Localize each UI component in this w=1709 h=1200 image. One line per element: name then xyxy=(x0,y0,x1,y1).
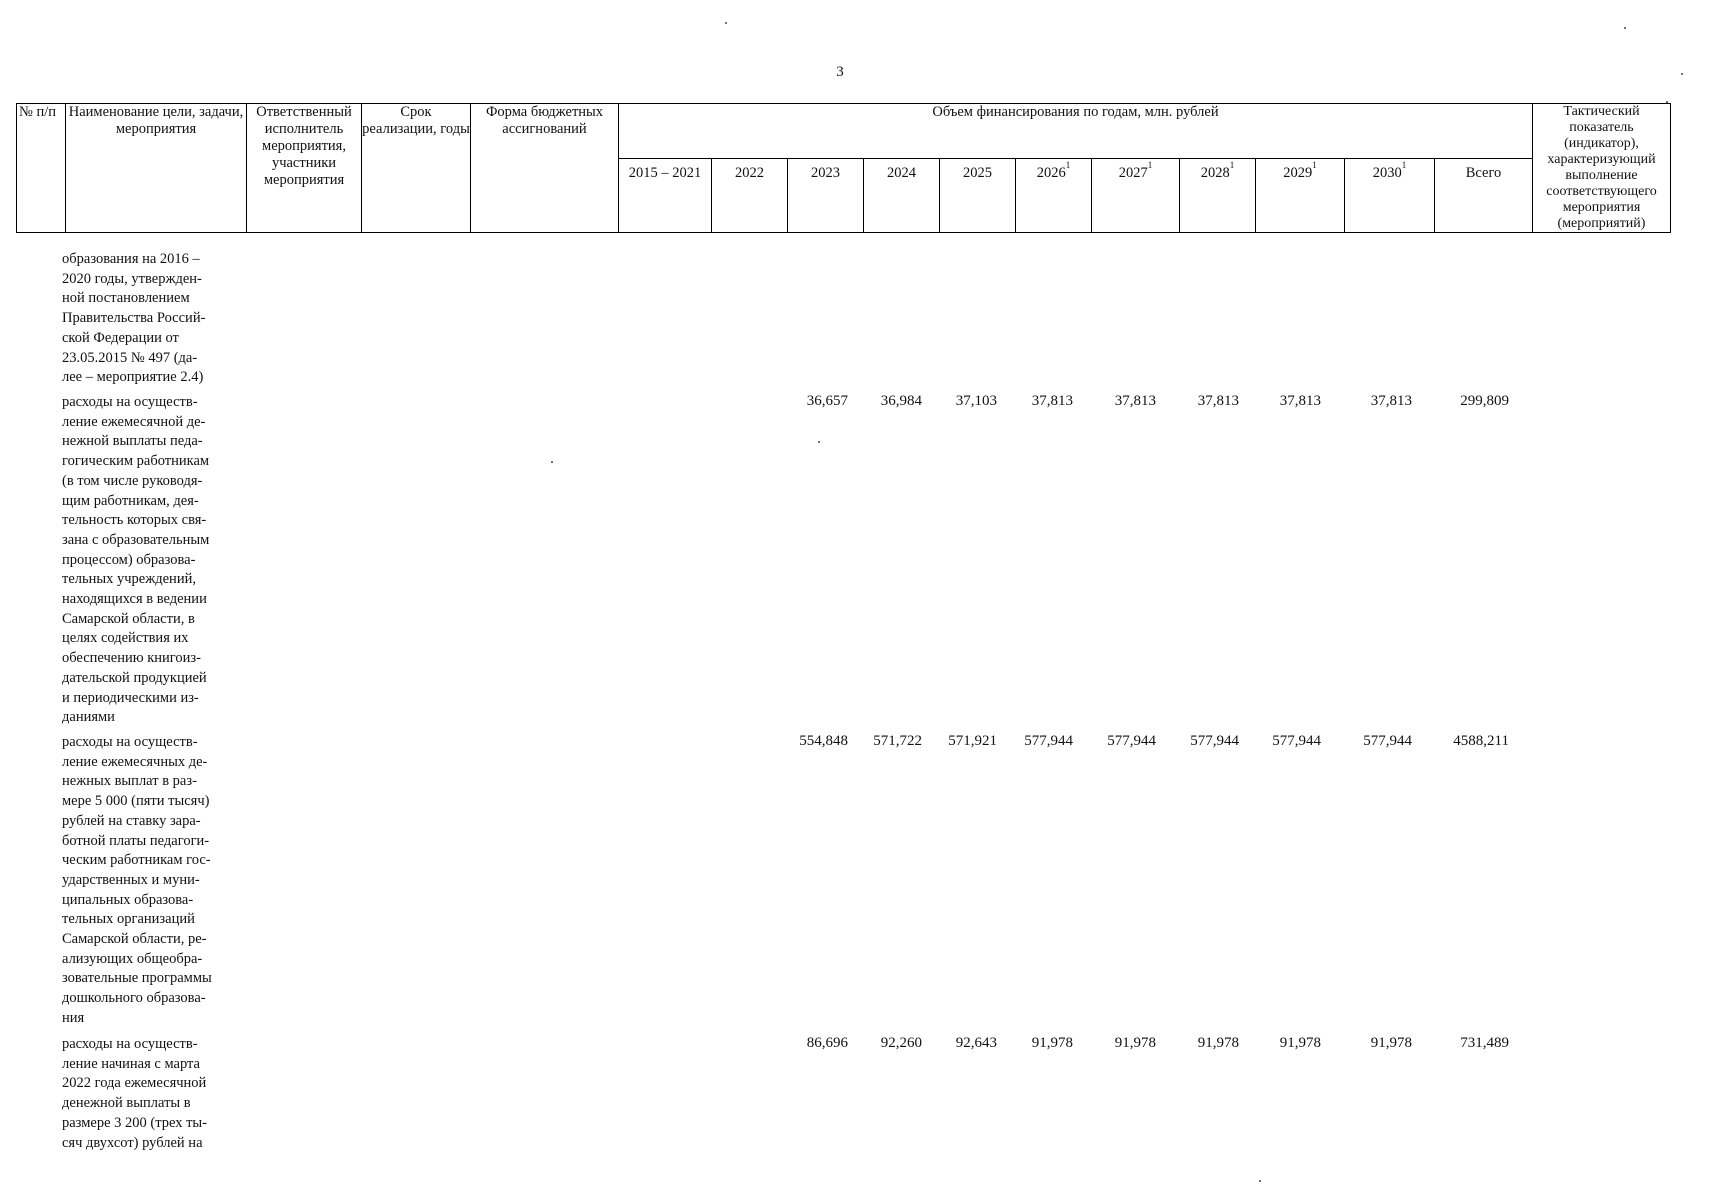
year-header xyxy=(1180,158,1256,232)
scan-speck xyxy=(818,441,820,443)
description-line: ской Федерации от xyxy=(62,329,179,346)
year-value: 91,978 xyxy=(1114,1035,1156,1051)
year-label: 2027 xyxy=(1118,164,1148,181)
year-value: 577,944 xyxy=(1190,733,1239,749)
year-value: 91,978 xyxy=(1031,1035,1073,1051)
description-line: мере 5 000 (пяти тысяч) xyxy=(62,793,210,810)
scan-speck xyxy=(1681,73,1683,75)
footnote-mark: 1 xyxy=(1065,159,1071,170)
year-value: 37,813 xyxy=(1279,393,1321,409)
year-label: Всего xyxy=(1465,164,1502,181)
row-description xyxy=(62,733,247,1029)
row-description xyxy=(62,393,247,728)
description-line: ализующих общеобра- xyxy=(62,950,203,967)
description-line: ударственных и муни- xyxy=(62,871,200,888)
year-value: 37,813 xyxy=(1197,393,1239,409)
description-line: Правительства Россий- xyxy=(62,310,206,327)
year-header xyxy=(1092,158,1180,232)
description-line: ной постановлением xyxy=(62,290,190,307)
description-line: размере 3 200 (трех ты- xyxy=(62,1114,207,1131)
description-line: расходы на осуществ- xyxy=(62,394,198,410)
description-line: 2020 годы, утвержден- xyxy=(62,270,202,287)
year-value: 37,103 xyxy=(955,393,997,409)
description-line: нежной выплаты педа- xyxy=(62,433,203,450)
year-label: 2030 xyxy=(1372,164,1402,181)
total-value: 299,809 xyxy=(1460,393,1509,409)
year-value: 37,813 xyxy=(1370,393,1412,409)
year-header xyxy=(619,158,712,232)
scan-speck xyxy=(725,22,727,24)
description-line: ление ежемесячной де- xyxy=(62,413,206,430)
description-line: (в том числе руководя- xyxy=(62,472,203,489)
year-value: 36,657 xyxy=(806,393,848,409)
col-term-header: Срок реализации, годы xyxy=(362,104,471,233)
year-value: 91,978 xyxy=(1370,1035,1412,1051)
year-value: 571,722 xyxy=(873,733,922,749)
year-value: 36,984 xyxy=(880,393,922,409)
description-line: ботной платы педагоги- xyxy=(62,832,210,849)
description-line: денежной выплаты в xyxy=(62,1095,191,1112)
description-line: ление ежемесячных де- xyxy=(62,753,208,770)
year-value: 554,848 xyxy=(799,733,848,749)
description-line: щим работникам, дея- xyxy=(62,492,199,509)
description-line: целях содействия их xyxy=(62,630,189,647)
description-line: нежных выплат в раз- xyxy=(62,773,197,790)
year-header xyxy=(864,158,940,232)
footnote-mark: 1 xyxy=(1312,159,1317,170)
description-line: находящихся в ведении xyxy=(62,591,207,608)
description-line: Самарской области, в xyxy=(62,610,195,627)
year-value: 577,944 xyxy=(1363,733,1412,749)
description-line: даниями xyxy=(62,709,115,726)
year-label: 2022 xyxy=(735,164,764,181)
description-line: и периодическими из- xyxy=(62,689,199,706)
description-line: гогическим работникам xyxy=(62,453,210,470)
description-line: тельных организаций xyxy=(62,911,195,928)
col-indicator-header: Тактический показатель (индикатор), характеризующий выполнение соответствующего мероприятия (мероприятий) xyxy=(1533,104,1671,233)
description-line: зовательные программы xyxy=(62,970,212,987)
year-header xyxy=(1256,158,1345,232)
total-value: 731,489 xyxy=(1460,1035,1509,1051)
year-header xyxy=(1016,158,1092,232)
description-line: тельных учреждений, xyxy=(62,571,196,588)
description-line: ление начиная с марта xyxy=(62,1055,200,1072)
description-line: расходы на осуществ- xyxy=(62,1036,198,1052)
description-line: дательской продукцией xyxy=(62,669,207,686)
description-line: дошкольного образова- xyxy=(62,990,206,1007)
year-value: 577,944 xyxy=(1107,733,1156,749)
year-value: 571,921 xyxy=(948,733,997,749)
year-value: 91,978 xyxy=(1197,1035,1239,1051)
description-line: 23.05.2015 № 497 (да- xyxy=(62,349,198,366)
year-label: 2023 xyxy=(811,164,840,181)
description-line: расходы на осуществ- xyxy=(62,734,198,750)
description-line: процессом) образова- xyxy=(62,551,196,568)
description-line: ческим работникам гос- xyxy=(62,852,211,869)
year-header xyxy=(940,158,1016,232)
description-line: рублей на ставку зара- xyxy=(62,812,201,829)
year-value: 92,260 xyxy=(880,1035,922,1051)
year-value: 577,944 xyxy=(1024,733,1073,749)
footnote-mark: 1 xyxy=(1401,159,1407,170)
year-value: 86,696 xyxy=(806,1035,848,1051)
year-label: 2015 – 2021 xyxy=(628,164,702,181)
col-form-header: Форма бюджетных ассигнований xyxy=(471,104,619,233)
year-label: 2024 xyxy=(887,164,916,181)
year-value: 91,978 xyxy=(1279,1035,1321,1051)
description-line: 2022 года ежемесячной xyxy=(62,1075,207,1092)
year-header xyxy=(1435,158,1533,232)
year-value: 37,813 xyxy=(1114,393,1156,409)
year-label: 2028 xyxy=(1200,164,1230,181)
row-description xyxy=(62,250,247,388)
page-number: 3 xyxy=(836,64,844,80)
col-executor-header: Ответственный исполнитель мероприятия, участники мероприятия xyxy=(247,104,362,233)
scan-speck xyxy=(1666,101,1668,103)
scan-speck xyxy=(1624,27,1626,29)
description-line: тельность которых свя- xyxy=(62,512,207,529)
scan-speck xyxy=(1259,1180,1261,1182)
year-label: 2026 xyxy=(1036,164,1066,181)
description-line: ния xyxy=(62,1009,85,1026)
description-line: лее – мероприятие 2.4) xyxy=(62,369,204,386)
description-line: ципальных образова- xyxy=(62,891,194,908)
col-number-header: № п/п xyxy=(17,104,66,233)
description-line: зана с образовательным xyxy=(62,531,210,548)
year-header xyxy=(1345,158,1435,232)
year-value: 37,813 xyxy=(1031,393,1073,409)
year-label: 2025 xyxy=(963,164,992,181)
description-line: сяч двухсот) рублей на xyxy=(62,1134,203,1151)
description-line: Самарской области, ре- xyxy=(62,931,207,948)
total-value: 4588,211 xyxy=(1453,733,1509,749)
col-financing-header: Объем финансирования по годам, млн. рублей xyxy=(619,104,1533,159)
year-value: 577,944 xyxy=(1272,733,1321,749)
footnote-mark: 1 xyxy=(1147,159,1153,170)
header-table xyxy=(16,103,1671,233)
year-header xyxy=(712,158,788,232)
description-line: образования на 2016 – xyxy=(62,251,200,267)
year-header xyxy=(788,158,864,232)
footnote-mark: 1 xyxy=(1229,159,1235,170)
col-name-header: Наименование цели, задачи, мероприятия xyxy=(66,104,247,233)
year-value: 92,643 xyxy=(955,1035,997,1051)
scan-speck xyxy=(551,461,553,463)
year-label: 2029 xyxy=(1283,164,1313,181)
description-line: обеспечению книгоиз- xyxy=(62,650,201,667)
row-description xyxy=(62,1035,247,1153)
